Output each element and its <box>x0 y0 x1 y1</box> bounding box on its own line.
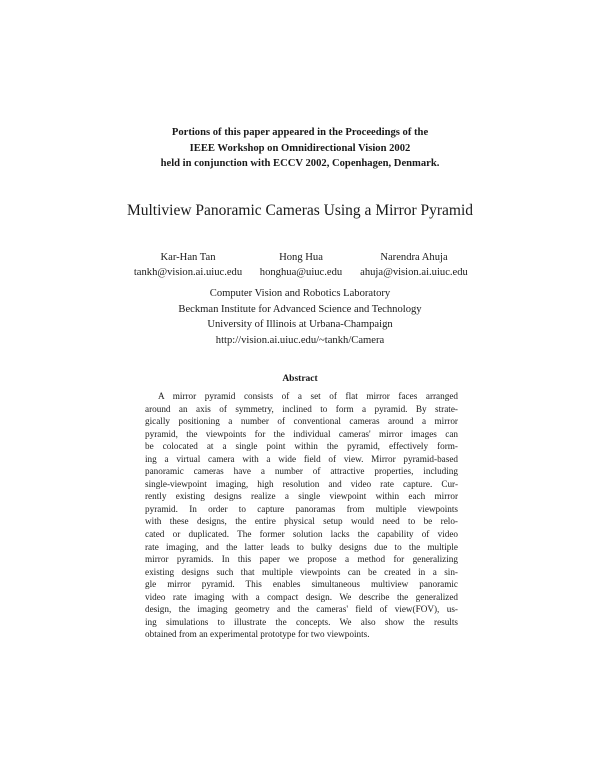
abstract-body <box>145 390 458 641</box>
abstract-line: pyramid, the viewpoints for the individual cameras' mirror images can <box>145 428 458 439</box>
abstract-line: existing designs such that multiple viewpoints can be created in a sin- <box>145 566 458 577</box>
notice-line: held in conjunction with ECCV 2002, Copenhagen, Denmark. <box>160 158 440 169</box>
abstract-line: around an axis of symmetry, inclined to form a pyramid. By strate- <box>145 403 458 414</box>
abstract-line: ing a virtual camera with a wide field of view. Mirror pyramid-based <box>145 453 458 464</box>
abstract-line: panoramic cameras have a number of attractive properties, including <box>145 466 458 477</box>
author-email: ahuja@vision.ai.uiuc.edu <box>360 267 468 278</box>
abstract-line: video rate imaging with a compact design. We describe the generalized <box>145 591 458 602</box>
abstract-line: rently existing designs realize a single viewpoint within each mirror <box>145 491 458 502</box>
author-block <box>118 250 258 280</box>
notice-line: Portions of this paper appeared in the Proceedings of the <box>171 127 429 138</box>
publication-notice <box>0 125 600 172</box>
abstract-line: gle mirror pyramid. This enables simultaneous multiview panoramic <box>145 579 458 590</box>
abstract-line: design, the imaging geometry and the cameras' field of view(FOV), us- <box>145 604 458 615</box>
abstract-line: A mirror pyramid consists of a set of flat mirror faces arranged <box>158 391 458 401</box>
author-block <box>246 250 356 280</box>
author-email: honghua@uiuc.edu <box>259 267 343 278</box>
abstract-line: be colocated at a single point within the pyramid, effectively form- <box>145 441 458 452</box>
abstract-line: mirror pyramids. In this paper we propose a method for generalizing <box>145 554 458 565</box>
affiliation-block <box>0 286 600 348</box>
abstract-line: pyramid. In order to capture panoramas from multiple viewpoints <box>145 503 458 514</box>
abstract-line: cated or duplicated. The former solution lacks the capability of video <box>145 529 458 540</box>
affiliation-line: Beckman Institute for Advanced Science and Technology <box>178 303 422 315</box>
abstract-line: with these designs, the entire physical setup would need to be relo- <box>145 516 458 527</box>
affiliation-line: Computer Vision and Robotics Laboratory <box>209 288 391 299</box>
paper-title: Multiview Panoramic Cameras Using a Mirror Pyramid <box>126 202 474 219</box>
author-name: Hong Hua <box>279 252 323 263</box>
abstract-line: obtained from an experimental prototype for two viewpoints. <box>145 629 370 640</box>
abstract-heading: Abstract <box>282 374 318 384</box>
author-block <box>344 250 484 280</box>
abstract-line: gically positioning a number of conventional cameras around a mirror <box>145 416 458 427</box>
affiliation-line: University of Illinois at Urbana-Champaign <box>207 319 393 330</box>
author-name: Kar-Han Tan <box>160 252 216 263</box>
abstract-line: rate imaging, and the latter leads to bulky designs due to the multiple <box>145 541 458 552</box>
author-name: Narendra Ahuja <box>380 252 448 263</box>
abstract-line: ing simulations to illustrate the concepts. We also show the results <box>145 616 458 627</box>
affiliation-url: http://vision.ai.uiuc.edu/~tankh/Camera <box>215 334 385 346</box>
abstract-line: single-viewpoint imaging, high resolution and video rate capture. Cur- <box>145 478 458 489</box>
author-email: tankh@vision.ai.uiuc.edu <box>133 267 243 278</box>
notice-line: IEEE Workshop on Omnidirectional Vision 2002 <box>189 142 411 154</box>
